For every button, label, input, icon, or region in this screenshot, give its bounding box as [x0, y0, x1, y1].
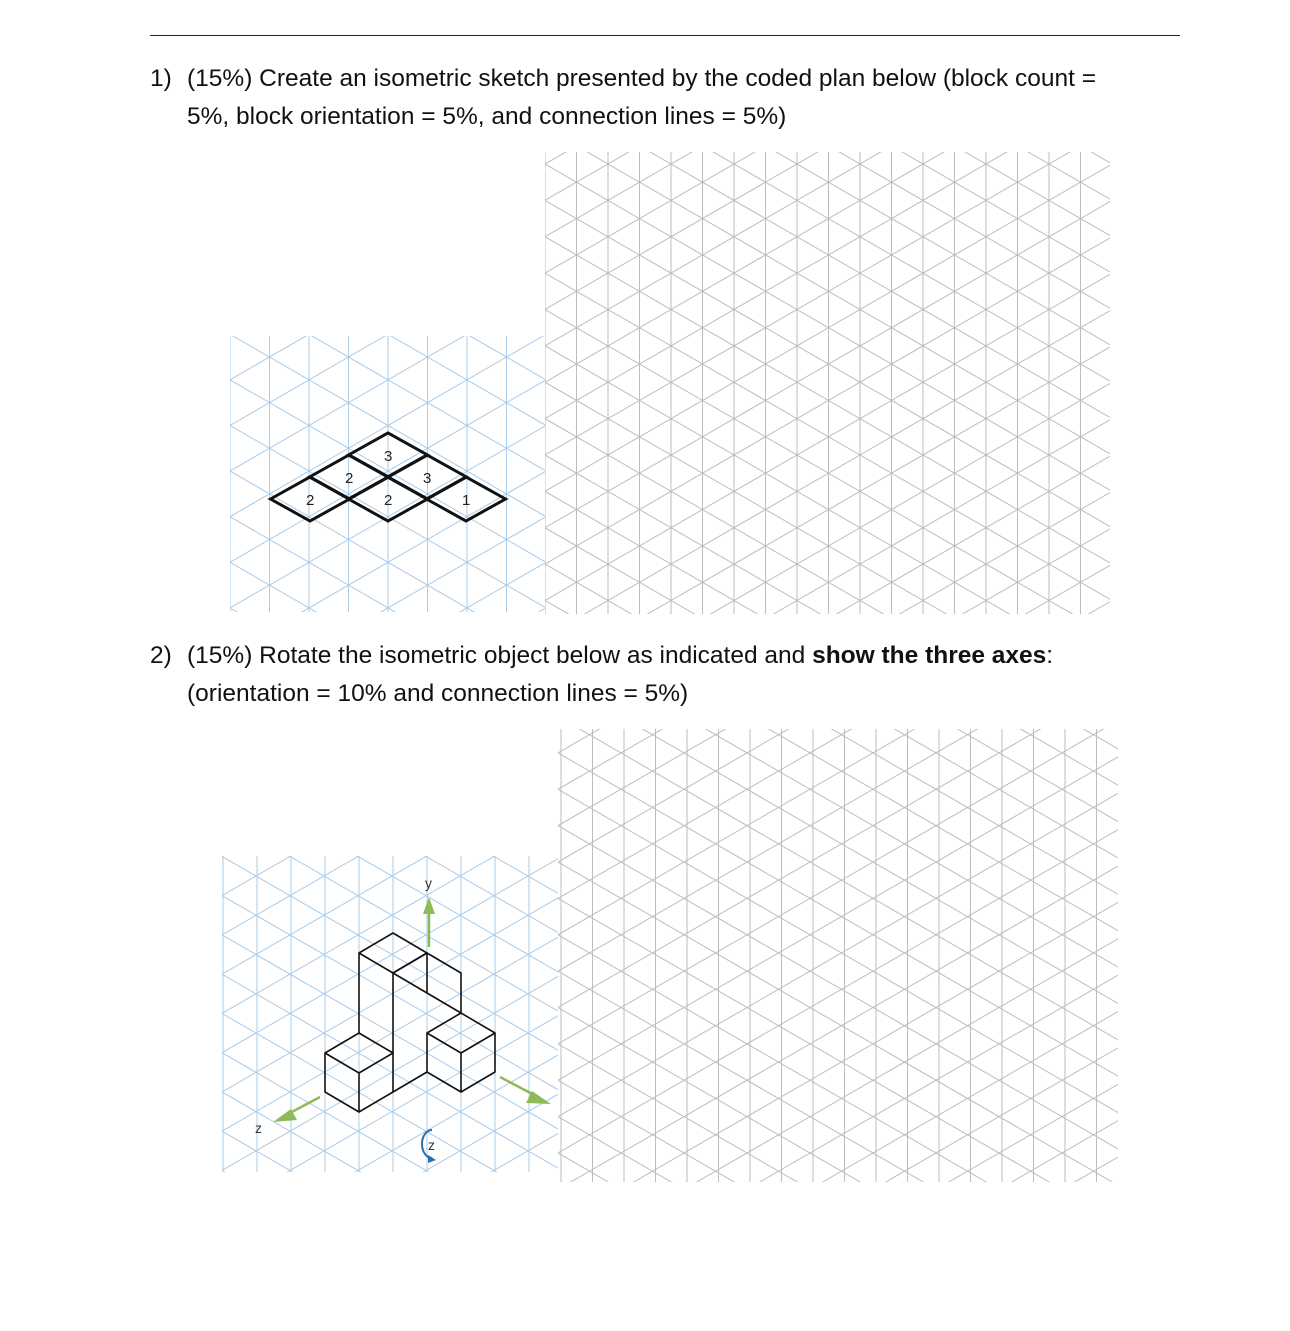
base-connector	[393, 1072, 427, 1092]
answer-grid-2[interactable]	[558, 729, 1118, 1182]
question-1-number: 1)	[150, 65, 172, 92]
question-2-number: 2)	[150, 642, 172, 669]
question-2-line-2: (orientation = 10% and connection lines = 5%)	[187, 680, 689, 707]
header-rule	[150, 35, 1180, 36]
isometric-object-grid	[222, 856, 558, 1172]
question-1-line-1: (15%) Create an isometric sketch presented by the coded plan below (block count =	[187, 65, 1097, 92]
question-1-line-2: 5%, block orientation = 5%, and connection lines = 5%)	[187, 103, 787, 130]
rotation-axis-label: z	[428, 1137, 435, 1153]
coded-plan-label: 3	[384, 448, 393, 465]
coded-plan-label: 2	[345, 470, 354, 487]
z-axis-label: z	[255, 1120, 262, 1136]
coded-plan-label: 1	[462, 492, 471, 509]
question-2-line-1: (15%) Rotate the isometric object below as indicated and show the three axes:	[187, 642, 1054, 669]
coded-plan-label: 3	[423, 470, 432, 487]
coded-plan-label: 2	[306, 492, 315, 509]
answer-grid-1[interactable]	[545, 152, 1110, 614]
coded-plan-grid	[230, 336, 545, 612]
coded-plan-label: 2	[384, 492, 393, 509]
question-2-emphasis: show the three axes	[812, 642, 1047, 669]
y-axis-label: y	[425, 875, 432, 891]
